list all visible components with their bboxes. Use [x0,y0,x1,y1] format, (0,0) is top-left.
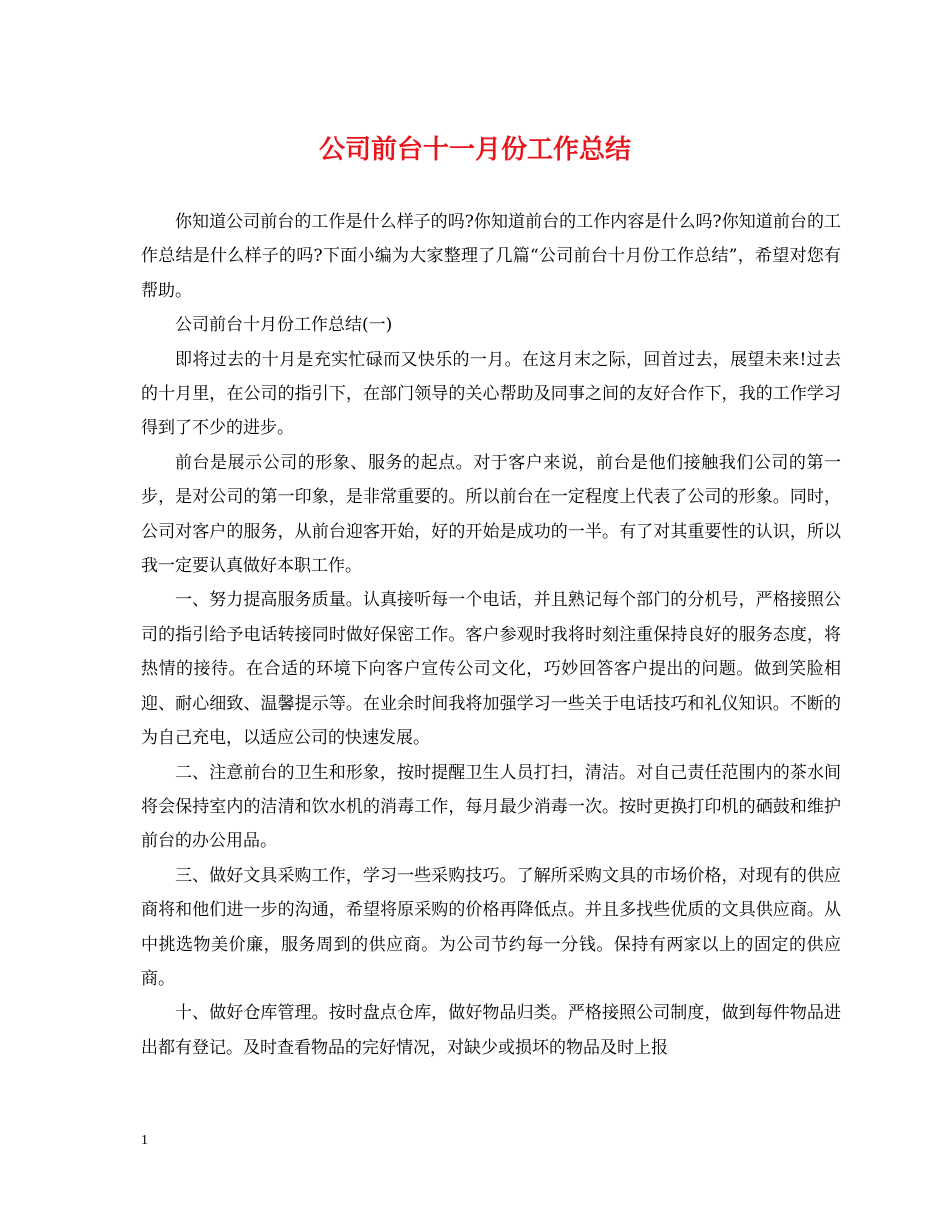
paragraph: 即将过去的十月是充实忙碌而又快乐的一月。在这月末之际，回首过去，展望未来!过去的十月里，在公司的指引下，在部门领导的关心帮助及同事之间的友好合作下，我的工作学习得到了不少的进步。 [141,349,841,439]
paragraph-intro: 你知道公司前台的工作是什么样子的吗?你知道前台的工作内容是什么吗?你知道前台的工作总结是什么样子的吗?下面小编为大家整理了几篇“公司前台十月份工作总结”，希望对您有帮助。 [141,212,841,301]
page-number: 1 [141,1133,148,1148]
paragraph: 三、做好文具采购工作，学习一些采购技巧。了解所采购文具的市场价格，对现有的供应商将和他们进一步的沟通，希望将原采购的价格再降低点。并且多找些优质的文具供应商。从中挑选物美价廉，服务周到的供应商。为公司节约每一分钱。保持有两家以上的固定的供应商。 [141,865,841,989]
paragraph: 一、努力提高服务质量。认真接听每一个电话，并且熟记每个部门的分机号，严格接照公司的指引给予电话转接同时做好保密工作。客户参观时我将时刻注重保持良好的服务态度，将热情的接待。在合适的环境下向客户宣传公司文化，巧妙回答客户提出的问题。做到笑脸相迎、耐心细致、温馨提示等。在业余时间我将加强学习一些关于电话技巧和礼仪知识。不断的为自己充电，以适应公司的快速发展。 [141,590,841,749]
paragraph: 前台是展示公司的形象、服务的起点。对于客户来说，前台是他们接触我们公司的第一步，是对公司的第一印象，是非常重要的。所以前台在一定程度上代表了公司的形象。同时，公司对客户的服务，从前台迎客开始，好的开始是成功的一半。有了对其重要性的认识，所以我一定要认真做好本职工作。 [141,452,841,577]
document-title: 公司前台十一月份工作总结 [318,135,631,165]
paragraph-section-heading: 公司前台十月份工作总结(一) [175,315,393,336]
document-body [141,205,841,1065]
paragraph: 二、注意前台的卫生和形象，按时提醒卫生人员打扫，清洁。对自己责任范围内的茶水间将会保持室内的洁清和饮水机的消毒工作，每月最少消毒一次。按时更换打印机的硒鼓和维护前台的办公用品。 [141,762,841,852]
paragraph: 十、做好仓库管理。按时盘点仓库，做好物品归类。严格接照公司制度，做到每件物品进出都有登记。及时查看物品的完好情况，对缺少或损坏的物品及时上报 [141,1003,841,1058]
